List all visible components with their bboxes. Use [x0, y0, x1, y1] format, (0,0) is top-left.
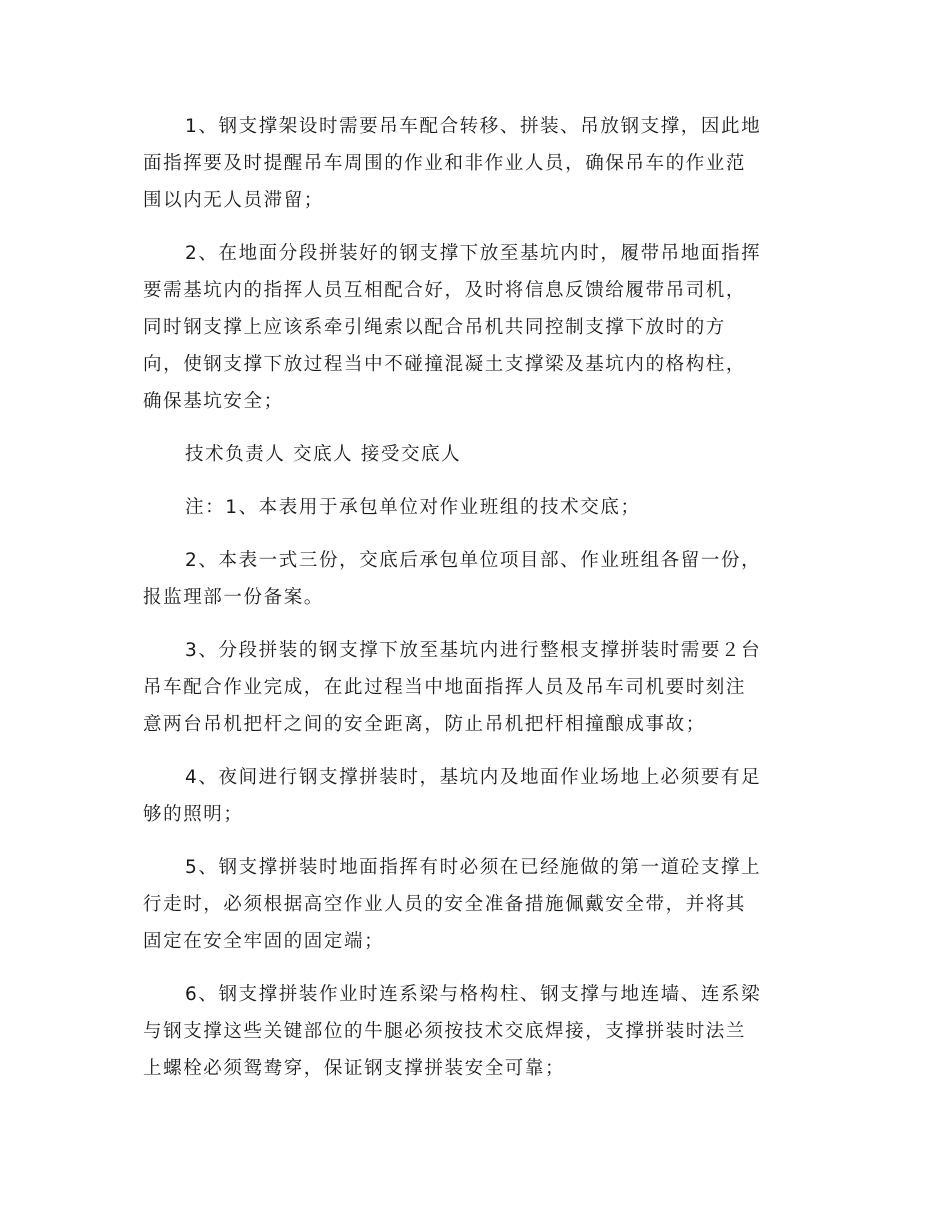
text-line: 要需基坑内的指挥人员互相配合好，及时将信息反馈给履带吊司机， [143, 280, 747, 301]
paragraph-6 [143, 976, 809, 1087]
text-line: 行走时，必须根据高空作业人员的安全准备措施佩戴安全带，并将其 [143, 894, 747, 915]
document-body [143, 108, 809, 1087]
text-line: 围以内无人员滞留； [143, 190, 324, 211]
paragraph-2 [143, 235, 809, 420]
note-2 [143, 542, 809, 616]
text-line: 够的照明； [143, 804, 244, 825]
text-line: 确保基坑安全； [143, 391, 284, 412]
text-line: 2、在地面分段拼装好的钢支撑下放至基坑内时，履带吊地面指挥 [185, 243, 762, 264]
paragraph-3 [143, 632, 809, 743]
text-line: 1、钢支撑架设时需要吊车配合转移、拼装、吊放钢支撑，因此地 [185, 116, 762, 137]
text-line: 报监理部一份备案。 [143, 587, 324, 608]
text-line: 3、分段拼装的钢支撑下放至基坑内进行整根支撑拼装时需要２台 [185, 640, 762, 661]
text-line: 上螺栓必须鸳鸯穿，保证钢支撑拼装安全可靠； [143, 1058, 566, 1079]
paragraph-4 [143, 759, 809, 833]
text-line: 5、钢支撑拼装时地面指挥有时必须在已经施做的第一道砼支撑上 [185, 857, 762, 878]
text-line: 吊车配合作业完成，在此过程当中地面指挥人员及吊车司机要时刻注 [143, 677, 747, 698]
text-line: 2、本表一式三份，交底后承包单位项目部、作业班组各留一份， [185, 550, 762, 571]
paragraph-1 [143, 108, 809, 219]
text-line: 与钢支撑这些关键部位的牛腿必须按技术交底焊接，支撑拼装时法兰 [143, 1021, 747, 1042]
note-1 [143, 489, 809, 526]
text-line: 面指挥要及时提醒吊车周围的作业和非作业人员，确保吊车的作业范 [143, 153, 747, 174]
paragraph-5 [143, 849, 809, 960]
text-line: 6、钢支撑拼装作业时连系梁与格构柱、钢支撑与地连墙、连系梁 [185, 984, 762, 1005]
signature-line [143, 436, 809, 473]
text-line: 向，使钢支撑下放过程当中不碰撞混凝土支撑梁及基坑内的格构柱， [143, 354, 747, 375]
text-line: 同时钢支撑上应该系牵引绳索以配合吊机共同控制支撑下放时的方 [143, 317, 726, 338]
text-line: 意两台吊机把杆之间的安全距离，防止吊机把杆相撞酿成事故； [143, 714, 706, 735]
text-line: 固定在安全牢固的固定端； [143, 931, 385, 952]
text-line: 注：1、本表用于承包单位对作业班组的技术交底； [185, 497, 641, 518]
text-line: 4、夜间进行钢支撑拼装时，基坑内及地面作业场地上必须要有足 [185, 767, 762, 788]
text-line: 技术负责人 交底人 接受交底人 [185, 444, 462, 465]
